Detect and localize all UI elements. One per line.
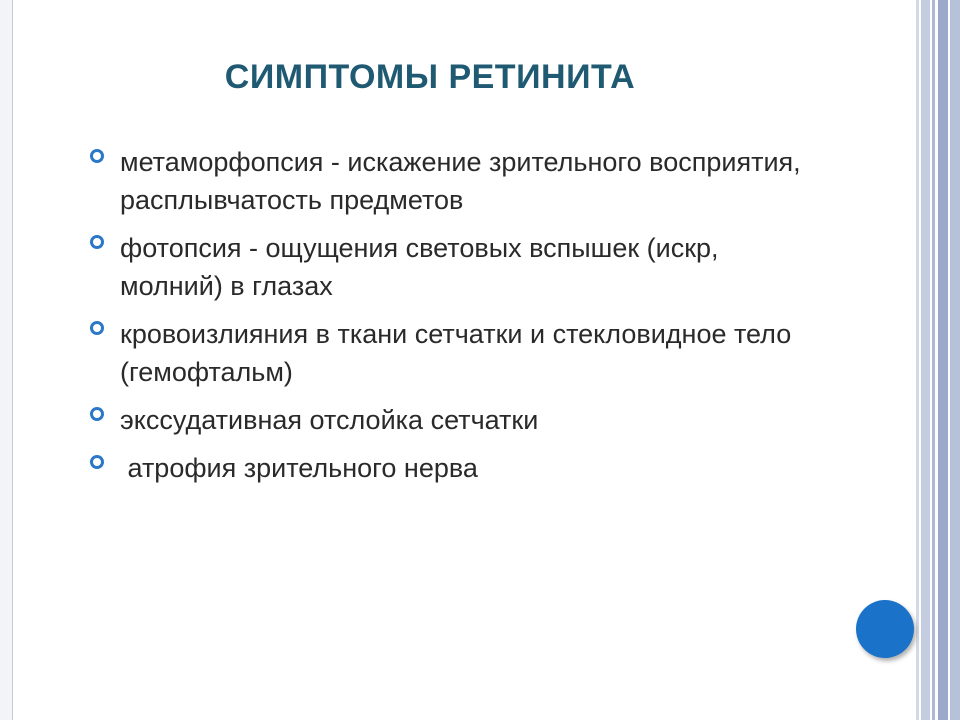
list-item: [90, 229, 810, 305]
list-item: [90, 143, 810, 219]
list-item: [90, 401, 810, 439]
bullet-text: кровоизлияния в ткани сетчатки и стекловидное тело (гемофтальм): [120, 319, 799, 387]
bullet-text: экссудативная отслойка сетчатки: [120, 405, 539, 435]
right-decorative-stripes: [916, 0, 960, 720]
bullet-ring-icon: [90, 407, 104, 421]
bullet-text: метаморфопсия - искажение зрительного восприятия, расплывчатость предметов: [120, 147, 809, 215]
bullet-text: фотопсия - ощущения световых вспышек (искр, молний) в глазах: [120, 233, 727, 301]
list-item: [90, 449, 810, 487]
slide-title: СИМПТОМЫ РЕТИНИТА: [224, 58, 636, 96]
stripe: [950, 0, 960, 720]
circle-nav-icon[interactable]: [856, 600, 914, 658]
slide-left-border: [0, 0, 13, 720]
list-item: [90, 315, 810, 391]
bullet-text: атрофия зрительного нерва: [120, 453, 478, 483]
stripe: [938, 0, 948, 720]
bullet-ring-icon: [90, 235, 104, 249]
bullet-ring-icon: [90, 149, 104, 163]
symptom-list: [90, 143, 810, 497]
bullet-ring-icon: [90, 321, 104, 335]
bullet-ring-icon: [90, 455, 104, 469]
stripe: [921, 0, 930, 720]
